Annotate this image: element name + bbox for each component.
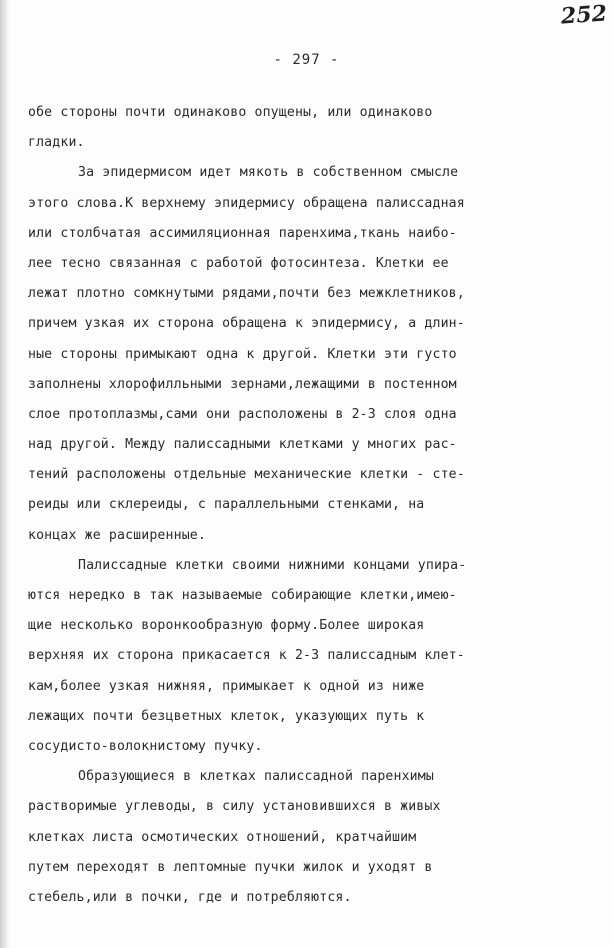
text-line: ются нередко в так называемые собирающие клетки,имею-	[28, 588, 457, 603]
text-line: Палиссадные клетки своими нижними концами упира-	[78, 557, 467, 573]
text-line: концах же расширенные.	[28, 527, 206, 543]
text-line: кам,более узкая нижняя, примыкает к одной из ниже	[28, 678, 425, 694]
text-line: слое протоплазмы,сами они расположены в 2-3 слоя одна	[28, 406, 457, 422]
text-line: Образующиеся в клетках палиссадной паренхимы	[78, 769, 434, 785]
text-line: щие несколько воронкообразную форму.Более широкая	[28, 618, 425, 634]
text-line: реиды или склереиды, с параллельными стенками, на	[28, 497, 425, 513]
text-line: лежат плотно сомкнутыми рядами,почти без межклетников,	[28, 286, 465, 302]
text-line: этого слова.К верхнему эпидермису обращена палиссадная	[28, 195, 465, 211]
text-line: лее тесно связанная с работой фотосинтеза. Клетки ее	[28, 255, 449, 271]
page-number: - 297 -	[273, 52, 340, 68]
text-line: За эпидермисом идет мякоть в собственном смысле	[78, 165, 459, 181]
text-line: над другой. Между палиссадными клетками у многих рас-	[28, 437, 457, 453]
text-line: ные стороны примыкают одна к другой. Клетки эти густо	[28, 346, 457, 362]
text-line: тений расположены отдельные механические клетки - сте-	[28, 467, 465, 483]
text-line: заполнены хлорофилльными зернами,лежащими в постенном	[28, 376, 457, 392]
text-line: причем узкая их сторона обращена к эпидермису, а длин-	[28, 316, 465, 332]
body-text	[28, 98, 600, 913]
text-line: клетках листа осмотических отношений, кратчайшим	[28, 829, 417, 845]
text-line: путем переходят в лептомные пучки жилок и уходят в	[28, 859, 433, 875]
text-line: гладки.	[28, 135, 85, 151]
text-line: растворимые углеводы, в силу установившихся в живых	[28, 799, 441, 815]
text-line: лежащих почти безцветных клеток, указующих путь к	[28, 708, 425, 724]
text-line: сосудисто-волокнистому пучку.	[28, 738, 263, 754]
text-line: или столбчатая ассимиляционная паренхима,ткань наибо-	[28, 225, 457, 241]
text-line: верхняя их сторона прикасается к 2-3 палиссадным клет-	[28, 648, 465, 664]
handwritten-sheet-number: 252	[560, 0, 608, 30]
text-line: обе стороны почти одинаково опущены, или одинаково	[28, 105, 433, 120]
text-line: стебель,или в почки, где и потребляются.	[28, 889, 352, 905]
